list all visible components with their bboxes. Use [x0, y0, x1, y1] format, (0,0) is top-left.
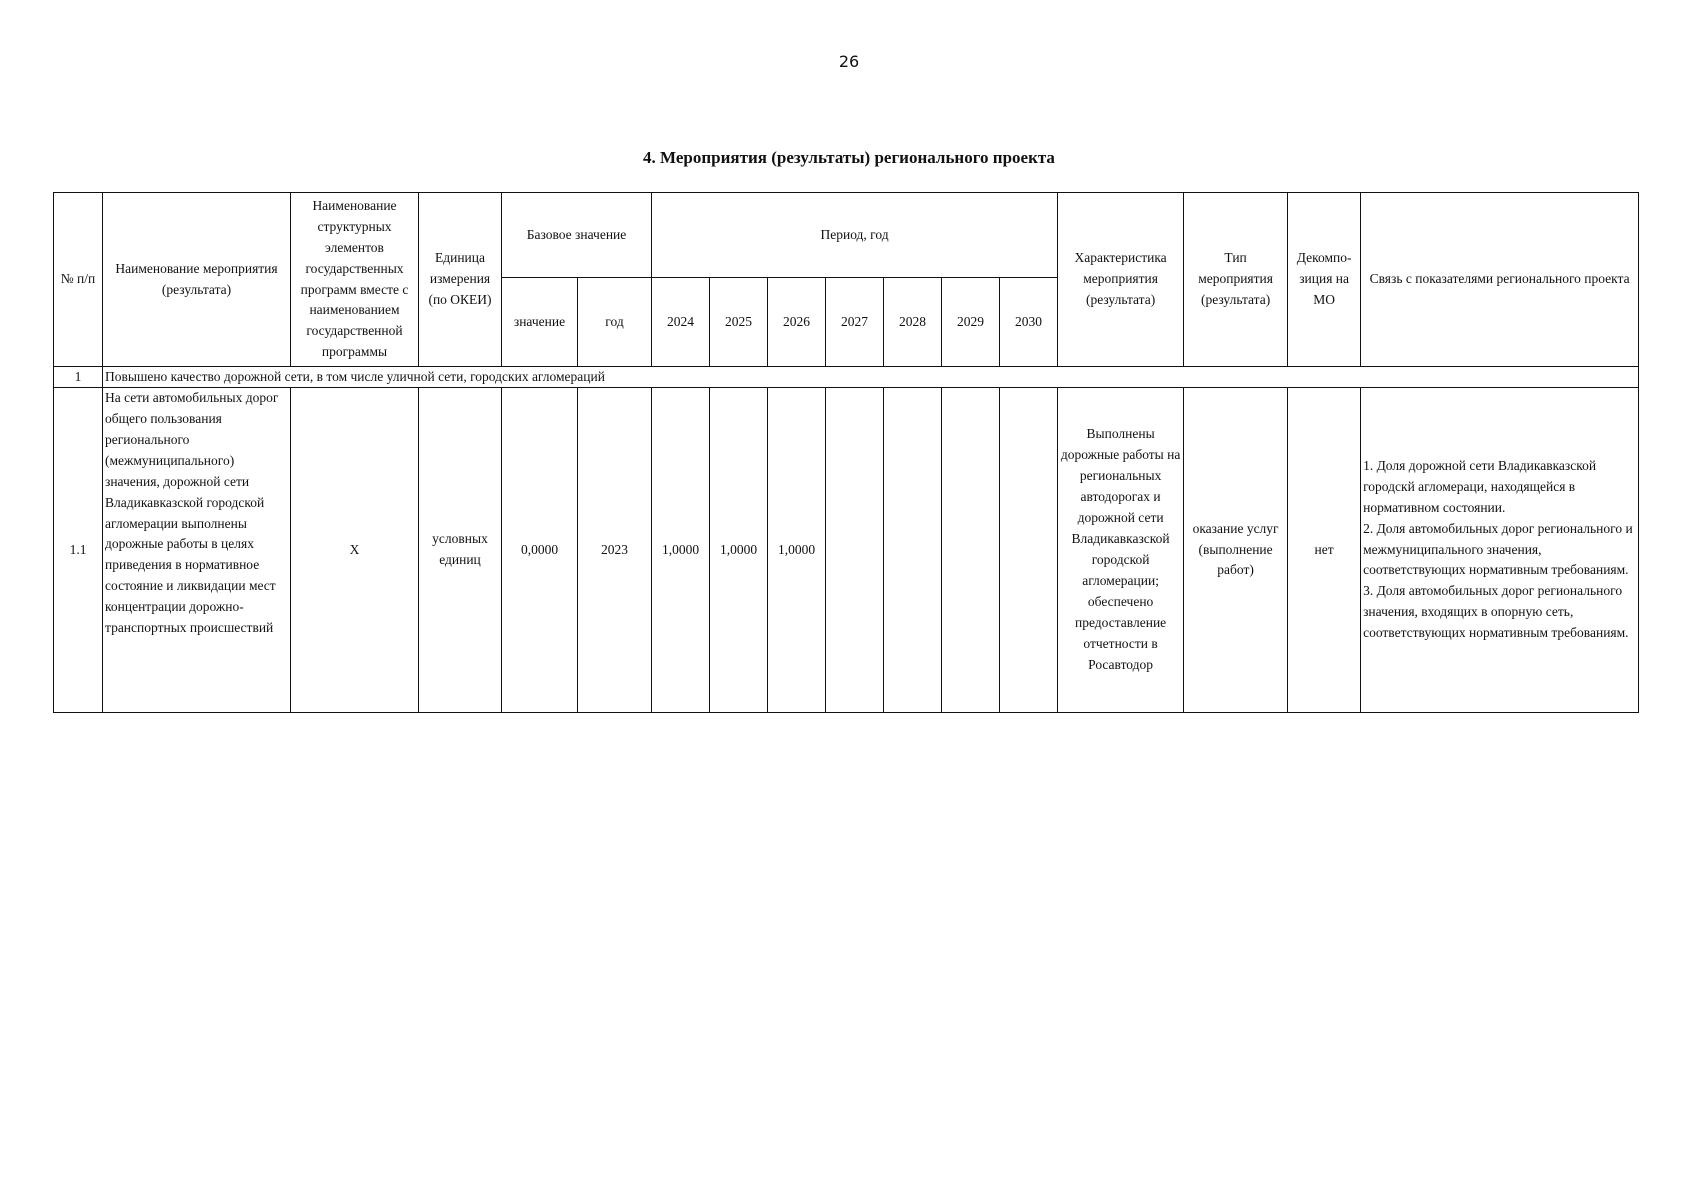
header-structural: Наименование структурных элементов государственных программ вместе с наименованием государственной программы [291, 193, 419, 367]
header-year-2024: 2024 [652, 278, 710, 367]
row-base-year: 2023 [578, 388, 652, 713]
row-num: 1.1 [54, 388, 103, 713]
row-type: оказание услуг (выполнение работ) [1184, 388, 1288, 713]
header-base-year: год [578, 278, 652, 367]
header-link: Связь с показателями регионального проекта [1361, 193, 1639, 367]
page-number: 26 [838, 52, 860, 71]
row-value-2029 [942, 388, 1000, 713]
table-row [54, 388, 1639, 713]
row-value-2027 [826, 388, 884, 713]
header-name: Наименование мероприятия (результата) [103, 193, 291, 367]
header-type: Тип мероприятия (результата) [1184, 193, 1288, 367]
header-year-2025: 2025 [710, 278, 768, 367]
section-row [54, 367, 1639, 388]
link-item-1: 1. Доля дорожной сети Владикавказской городскй агломераци, находящейся в нормативном состоянии. [1363, 457, 1597, 515]
link-item-2: 2. Доля автомобильных дорог регионального и межмуниципального значения, соответствующих нормативным требованиям. [1363, 520, 1633, 578]
header-year-2026: 2026 [768, 278, 826, 367]
section-text: Повышено качество дорожной сети, в том числе уличной сети, городских агломераций [103, 367, 1639, 388]
events-table [53, 192, 1639, 713]
header-year-2029: 2029 [942, 278, 1000, 367]
section-num: 1 [54, 367, 103, 388]
row-value-2026: 1,0000 [768, 388, 826, 713]
header-base-value: значение [502, 278, 578, 367]
link-item-3: 3. Доля автомобильных дорог регионального значения, входящих в опорную сеть, соответствующих нормативным требованиям. [1363, 583, 1629, 641]
row-value-2025: 1,0000 [710, 388, 768, 713]
row-structural: Х [291, 388, 419, 713]
header-year-2028: 2028 [884, 278, 942, 367]
row-value-2028 [884, 388, 942, 713]
header-decomposition: Декомпо- зиция на МО [1288, 193, 1361, 367]
header-characteristic: Характеристика мероприятия (результата) [1058, 193, 1184, 367]
header-base: Базовое значение [502, 193, 652, 278]
header-unit: Единица измерения (по ОКЕИ) [419, 193, 502, 367]
row-characteristic: Выполнены дорожные работы на региональных автодорогах и дорожной сети Владикавказской городской агломерации; обеспечено предоставление отчетности в Росавтодор [1058, 388, 1184, 713]
section-title: 4. Мероприятия (результаты) регионального проекта [643, 148, 1055, 167]
row-decomposition: нет [1288, 388, 1361, 713]
row-link [1361, 388, 1639, 713]
header-period: Период, год [652, 193, 1058, 278]
row-unit: условных единиц [419, 388, 502, 713]
header-year-2030: 2030 [1000, 278, 1058, 367]
header-num: № п/п [54, 193, 103, 367]
row-value-2024: 1,0000 [652, 388, 710, 713]
row-value-2030 [1000, 388, 1058, 713]
header-year-2027: 2027 [826, 278, 884, 367]
row-name: На сети автомобильных дорог общего пользования регионального (межмуниципального) значения, дорожной сети Владикавказской городской агломерации выполнены дорожные работы в целях приведения в нормативное состояние и ликвидации мест концентрации дорожно-транспортных происшествий [103, 388, 291, 713]
row-base-value: 0,0000 [502, 388, 578, 713]
